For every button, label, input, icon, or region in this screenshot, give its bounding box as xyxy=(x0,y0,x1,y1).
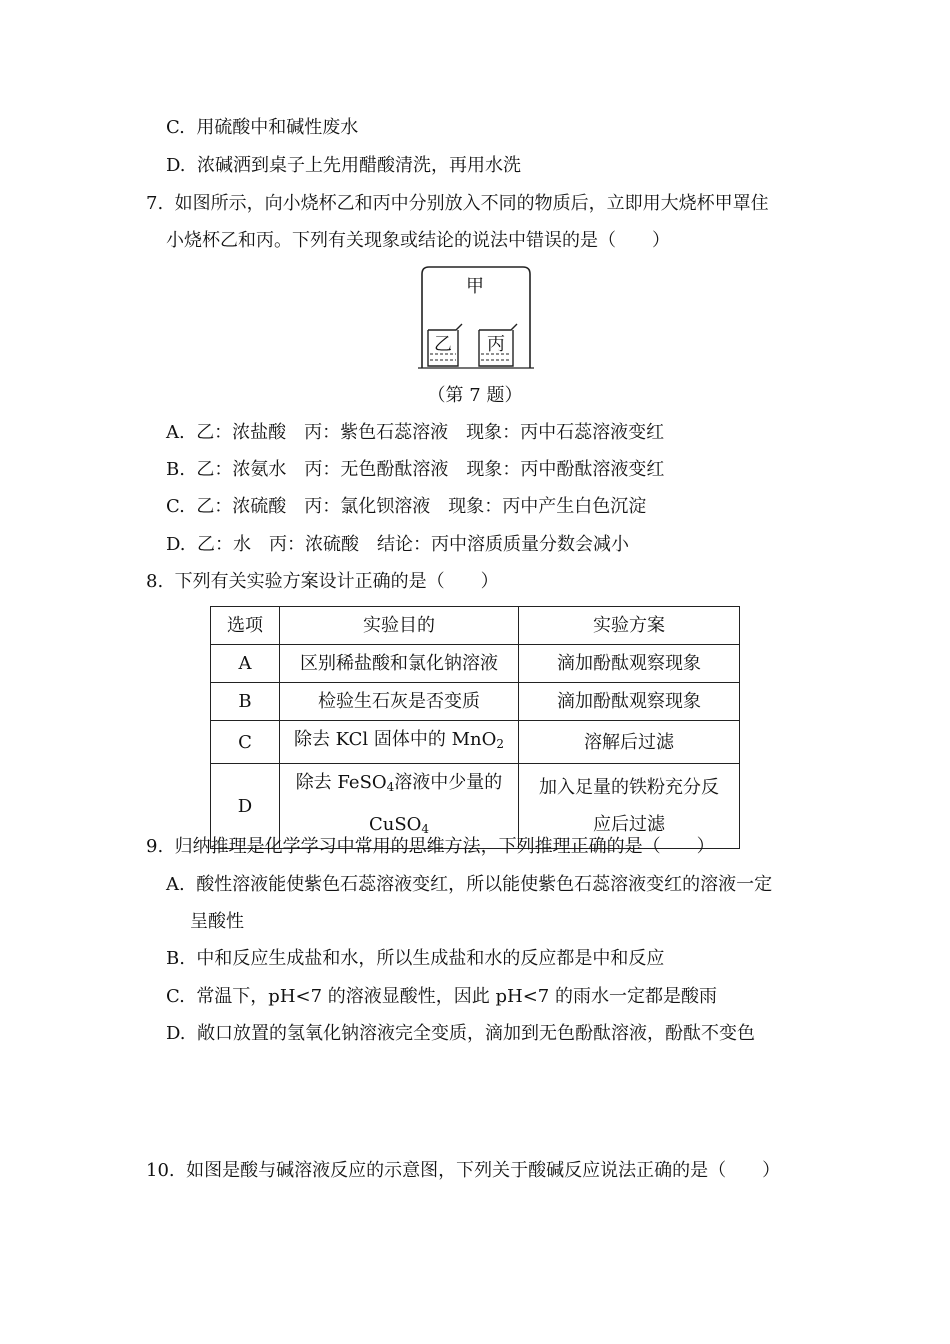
subscript: 4 xyxy=(421,822,430,836)
header-plan: 实验方案 xyxy=(519,607,740,645)
option-text: 浓碱洒到桌子上先用醋酸清洗，再用水洗 xyxy=(196,155,521,176)
q10-stem xyxy=(146,1159,780,1183)
question-text: 如图所示，向小烧杯乙和丙中分别放入不同的物质后，立即用大烧杯甲罩住 xyxy=(174,193,769,214)
label-bing: 丙 xyxy=(487,334,505,355)
option-text: 中和反应生成盐和水，所以生成盐和水的反应都是中和反应 xyxy=(196,948,665,969)
q9-option-a xyxy=(166,873,772,897)
question-text: 归纳推理是化学学习中常用的思维方法，下列推理正确的是（ ） xyxy=(174,836,715,857)
question-number: 8. xyxy=(146,571,164,592)
plan-line2: 应后过滤 xyxy=(593,814,665,835)
q7-stem-line2: 小烧杯乙和丙。下列有关现象或结论的说法中错误的是（ ） xyxy=(166,230,670,251)
option-text: 用硫酸中和碱性废水 xyxy=(196,117,359,138)
header-option: 选项 xyxy=(211,607,280,645)
cell-option: C xyxy=(211,721,280,764)
option-text: 常温下，pH<7 的溶液显酸性，因此 pH<7 的雨水一定都是酸雨 xyxy=(196,986,717,1007)
option-d-prev xyxy=(166,154,521,178)
subscript: 2 xyxy=(496,737,505,751)
figure-caption: （第 7 题） xyxy=(427,385,523,406)
option-label: C. xyxy=(166,117,185,138)
q7-beaker-figure xyxy=(418,264,534,372)
subscript: 4 xyxy=(386,780,395,794)
header-purpose: 实验目的 xyxy=(280,607,519,645)
table-header-row xyxy=(211,607,740,645)
option-text: 乙：水 丙：浓硫酸 结论：丙中溶质质量分数会减小 xyxy=(196,534,629,555)
plan-line1: 加入足量的铁粉充分反 xyxy=(539,777,719,798)
q7-option-b xyxy=(166,458,664,482)
table-row xyxy=(211,683,740,721)
experiment-table xyxy=(210,606,740,849)
question-number: 9. xyxy=(146,836,164,857)
q7-option-c xyxy=(166,495,646,519)
purpose-text: 溶液中少量的 xyxy=(394,772,503,793)
cell-purpose: 区别稀盐酸和氯化钠溶液 xyxy=(280,645,519,683)
q9-option-d xyxy=(166,1022,755,1046)
question-number: 7. xyxy=(146,193,164,214)
option-label: C. xyxy=(166,496,185,517)
option-label: A. xyxy=(166,874,185,895)
purpose-text: 除去 FeSO xyxy=(295,772,387,793)
option-label: A. xyxy=(166,422,185,443)
cell-option: D xyxy=(211,764,280,849)
option-text: 乙：浓盐酸 丙：紫色石蕊溶液 现象：丙中石蕊溶液变红 xyxy=(196,422,665,443)
option-label: D. xyxy=(166,534,186,555)
table-row xyxy=(211,645,740,683)
table-row xyxy=(211,721,740,764)
q7-stem-line1 xyxy=(146,192,769,216)
label-yi: 乙 xyxy=(434,334,452,355)
cell-plan: 溶解后过滤 xyxy=(519,721,740,764)
option-label: B. xyxy=(166,459,185,480)
option-text: 敞口放置的氢氧化钠溶液完全变质，滴加到无色酚酞溶液，酚酞不变色 xyxy=(196,1023,755,1044)
question-text: 如图是酸与碱溶液反应的示意图，下列关于酸碱反应说法正确的是（ ） xyxy=(186,1160,781,1181)
cell-purpose xyxy=(280,721,519,764)
purpose-line1 xyxy=(286,764,512,806)
q9-option-c xyxy=(166,985,717,1009)
option-label: C. xyxy=(166,986,185,1007)
cell-plan: 滴加酚酞观察现象 xyxy=(519,683,740,721)
q9-stem xyxy=(146,835,715,859)
cell-plan: 滴加酚酞观察现象 xyxy=(519,645,740,683)
option-label: B. xyxy=(166,948,185,969)
cell-option: A xyxy=(211,645,280,683)
option-text: 乙：浓硫酸 丙：氯化钡溶液 现象：丙中产生白色沉淀 xyxy=(196,496,647,517)
purpose-text: CuSO xyxy=(368,814,422,835)
option-label: D. xyxy=(166,155,186,176)
option-text: 乙：浓氨水 丙：无色酚酞溶液 现象：丙中酚酞溶液变红 xyxy=(196,459,665,480)
q9-option-a-continued: 呈酸性 xyxy=(190,911,244,932)
q7-option-d xyxy=(166,533,629,557)
question-text: 下列有关实验方案设计正确的是（ ） xyxy=(174,571,499,592)
option-c-prev xyxy=(166,116,358,140)
question-number: 10. xyxy=(146,1160,175,1181)
q7-option-a xyxy=(166,421,664,445)
purpose-text: 除去 KCl 固体中的 MnO xyxy=(293,729,497,750)
q9-option-b xyxy=(166,947,664,971)
cell-option: B xyxy=(211,683,280,721)
option-label: D. xyxy=(166,1023,186,1044)
cell-purpose: 检验生石灰是否变质 xyxy=(280,683,519,721)
label-jia: 甲 xyxy=(466,276,484,297)
q8-stem xyxy=(146,570,499,594)
option-text: 酸性溶液能使紫色石蕊溶液变红，所以能使紫色石蕊溶液变红的溶液一定 xyxy=(196,874,773,895)
